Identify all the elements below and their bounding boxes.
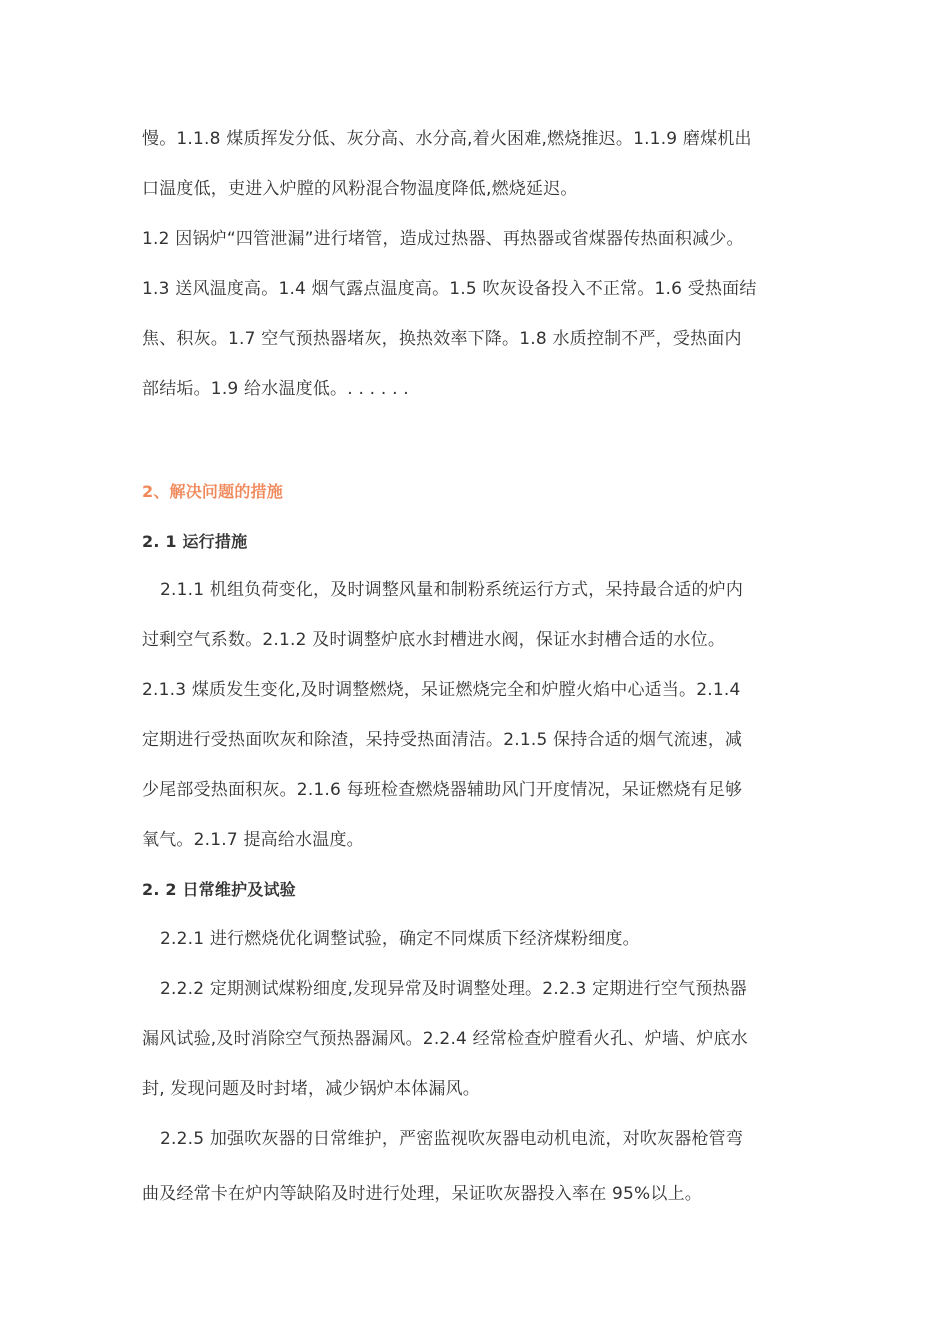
- subsection-heading: 2. 2 日常维护及试验: [142, 880, 296, 899]
- text-line: 2.2.5 加强吹灰器的日常维护，严密监视吹灰器电动机电流，对吹灰器枪管弯: [160, 1129, 744, 1149]
- text-line: 漏风试验,及时消除空气预热器漏风。2.2.4 经常检查炉膛看火孔、炉墙、炉底水: [142, 1029, 748, 1049]
- text-line: 焦、积灰。1.7 空气预热器堵灰，换热效率下降。1.8 水质控制不严，受热面内: [142, 329, 742, 349]
- text-line: 2.1.3 煤质发生变化,及时调整燃烧，呆证燃烧完全和炉膛火焰中心适当。2.1.4: [142, 680, 741, 700]
- subsection-heading: 2. 1 运行措施: [142, 532, 248, 551]
- section-heading: 2、解决问题的措施: [142, 482, 283, 501]
- text-line: 2.2.2 定期测试煤粉细度,发现异常及时调整处理。2.2.3 定期进行空气预热器: [160, 979, 747, 999]
- text-line: 慢。1.1.8 煤质挥发分低、灰分高、水分高,着火困难,燃烧推迟。1.1.9 磨煤机出: [142, 129, 752, 149]
- text-line: 部结垢。1.9 给水温度低。. . . . . .: [142, 379, 409, 399]
- text-line: 1.2 因锅炉“四管泄漏”进行堵管，造成过热器、再热器或省煤器传热面积减少。: [142, 229, 744, 249]
- text-line: 氧气。2.1.7 提高给水温度。: [142, 830, 364, 850]
- text-line: 2.1.1 机组负荷变化，及时调整风量和制粉系统运行方式，呆持最合适的炉内: [160, 580, 744, 600]
- text-line: 过剩空气系数。2.1.2 及时调整炉底水封槽进水阀，保证水封槽合适的水位。: [142, 630, 726, 650]
- text-line: 定期进行受热面吹灰和除渣，呆持受热面清洁。2.1.5 保持合适的烟气流速，减: [142, 730, 743, 750]
- text-line: 封, 发现问题及时封堵，减少锅炉本体漏风。: [142, 1079, 481, 1099]
- text-line: 曲及经常卡在炉内等缺陷及时进行处理，呆证吹灰器投入率在 95%以上。: [142, 1184, 702, 1204]
- text-line: 少尾部受热面积灰。2.1.6 每班检查燃烧器辅助风门开度情况，呆证燃烧有足够: [142, 780, 743, 800]
- text-line: 1.3 送风温度高。1.4 烟气露点温度高。1.5 吹灰设备投入不正常。1.6 受热面结: [142, 279, 757, 299]
- text-line: 2.2.1 进行燃烧优化调整试验，确定不同煤质下经济煤粉细度。: [160, 929, 640, 949]
- text-line: 口温度低，吏进入炉膛的风粉混合物温度降低,燃烧延迟。: [142, 179, 578, 199]
